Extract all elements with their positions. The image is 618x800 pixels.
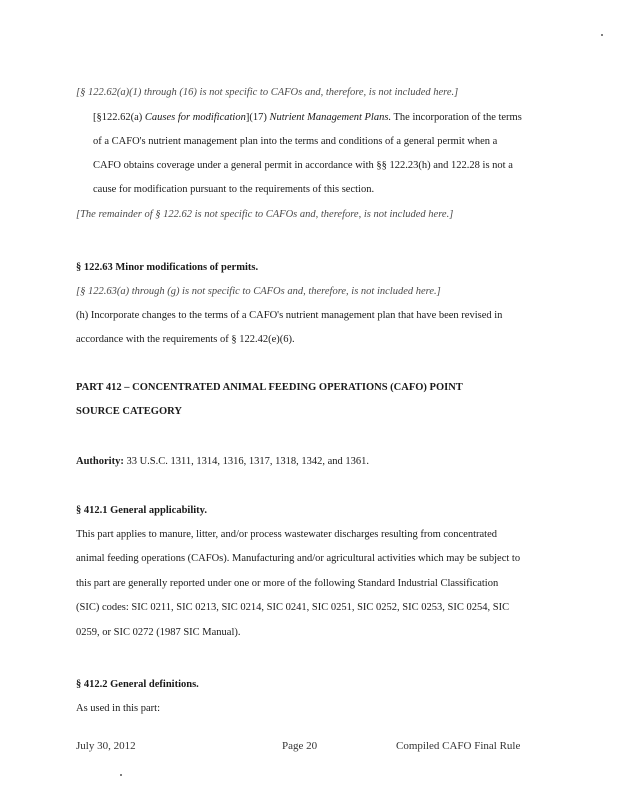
paragraph-412-1-line-5: 0259, or SIC 0272 (1987 SIC Manual). <box>76 627 241 638</box>
scan-speck <box>601 34 603 36</box>
section-heading-122-63: § 122.63 Minor modifications of permits. <box>76 262 259 273</box>
part-412-heading-line-1: PART 412 – CONCENTRATED ANIMAL FEEDING OPERATIONS (CAFO) POINT <box>76 382 463 393</box>
editor-note-122-62: [§ 122.62(a)(1) through (16) is not specific to CAFOs and, therefore, is not included here.] <box>76 87 459 98</box>
paragraph-122-63-h-line-1: (h) Incorporate changes to the terms of a CAFO's nutrient management plan that have been revised in <box>76 310 503 321</box>
footer-date: July 30, 2012 <box>76 740 136 752</box>
section-heading-412-2: § 412.2 General definitions. <box>76 679 199 690</box>
authority-text: 33 U.S.C. 1311, 1314, 1316, 1317, 1318, 1342, and 1361. <box>123 456 370 467</box>
paragraph-122-62-17-line-4: cause for modification pursuant to the requirements of this section. <box>93 184 375 195</box>
paragraph-122-62-17-line-3: CAFO obtains coverage under a general permit in accordance with §§ 122.23(h) and 122.28 is not a <box>93 160 513 171</box>
authority-line <box>76 455 369 468</box>
scan-speck <box>120 774 122 776</box>
paragraph-412-2-line-1: As used in this part: <box>76 703 160 714</box>
paragraph-122-62-17-line-1 <box>93 111 522 124</box>
paragraph-412-1-line-2: animal feeding operations (CAFOs). Manufacturing and/or agricultural activities which may be subject to <box>76 553 521 564</box>
paragraph-412-1-line-1: This part applies to manure, litter, and/or process wastewater discharges resulting from concentrated <box>76 529 497 540</box>
footer-page-number: Page 20 <box>282 740 318 752</box>
editor-note-remainder-122-62: [The remainder of § 122.62 is not specific to CAFOs and, therefore, is not included here.] <box>76 209 454 220</box>
authority-label: Authority: <box>76 456 124 467</box>
paragraph-412-1-line-4: (SIC) codes: SIC 0211, SIC 0213, SIC 0214, SIC 0241, SIC 0251, SIC 0252, SIC 0253, SIC 0254, SIC <box>76 602 510 613</box>
nutrient-management-plans-italic: Nutrient Management Plans. <box>269 112 392 123</box>
paragraph-text: The incorporation of the terms <box>391 112 522 123</box>
section-heading-412-1: § 412.1 General applicability. <box>76 505 207 516</box>
part-412-heading-line-2: SOURCE CATEGORY <box>76 406 182 417</box>
causes-for-modification-italic: Causes for modification <box>144 112 246 123</box>
editor-note-122-63: [§ 122.63(a) through (g) is not specific to CAFOs and, therefore, is not included here.] <box>76 286 441 297</box>
citation-bracket-open: [§122.62(a) <box>93 112 145 123</box>
citation-bracket-close: ](17) <box>245 112 270 123</box>
paragraph-122-62-17-line-2: of a CAFO's nutrient management plan into the terms and conditions of a general permit when a <box>93 136 498 147</box>
paragraph-122-63-h-line-2: accordance with the requirements of § 122.42(e)(6). <box>76 334 295 345</box>
paragraph-412-1-line-3: this part are generally reported under one or more of the following Standard Industrial Classification <box>76 578 499 589</box>
footer-document-title: Compiled CAFO Final Rule <box>396 740 521 752</box>
